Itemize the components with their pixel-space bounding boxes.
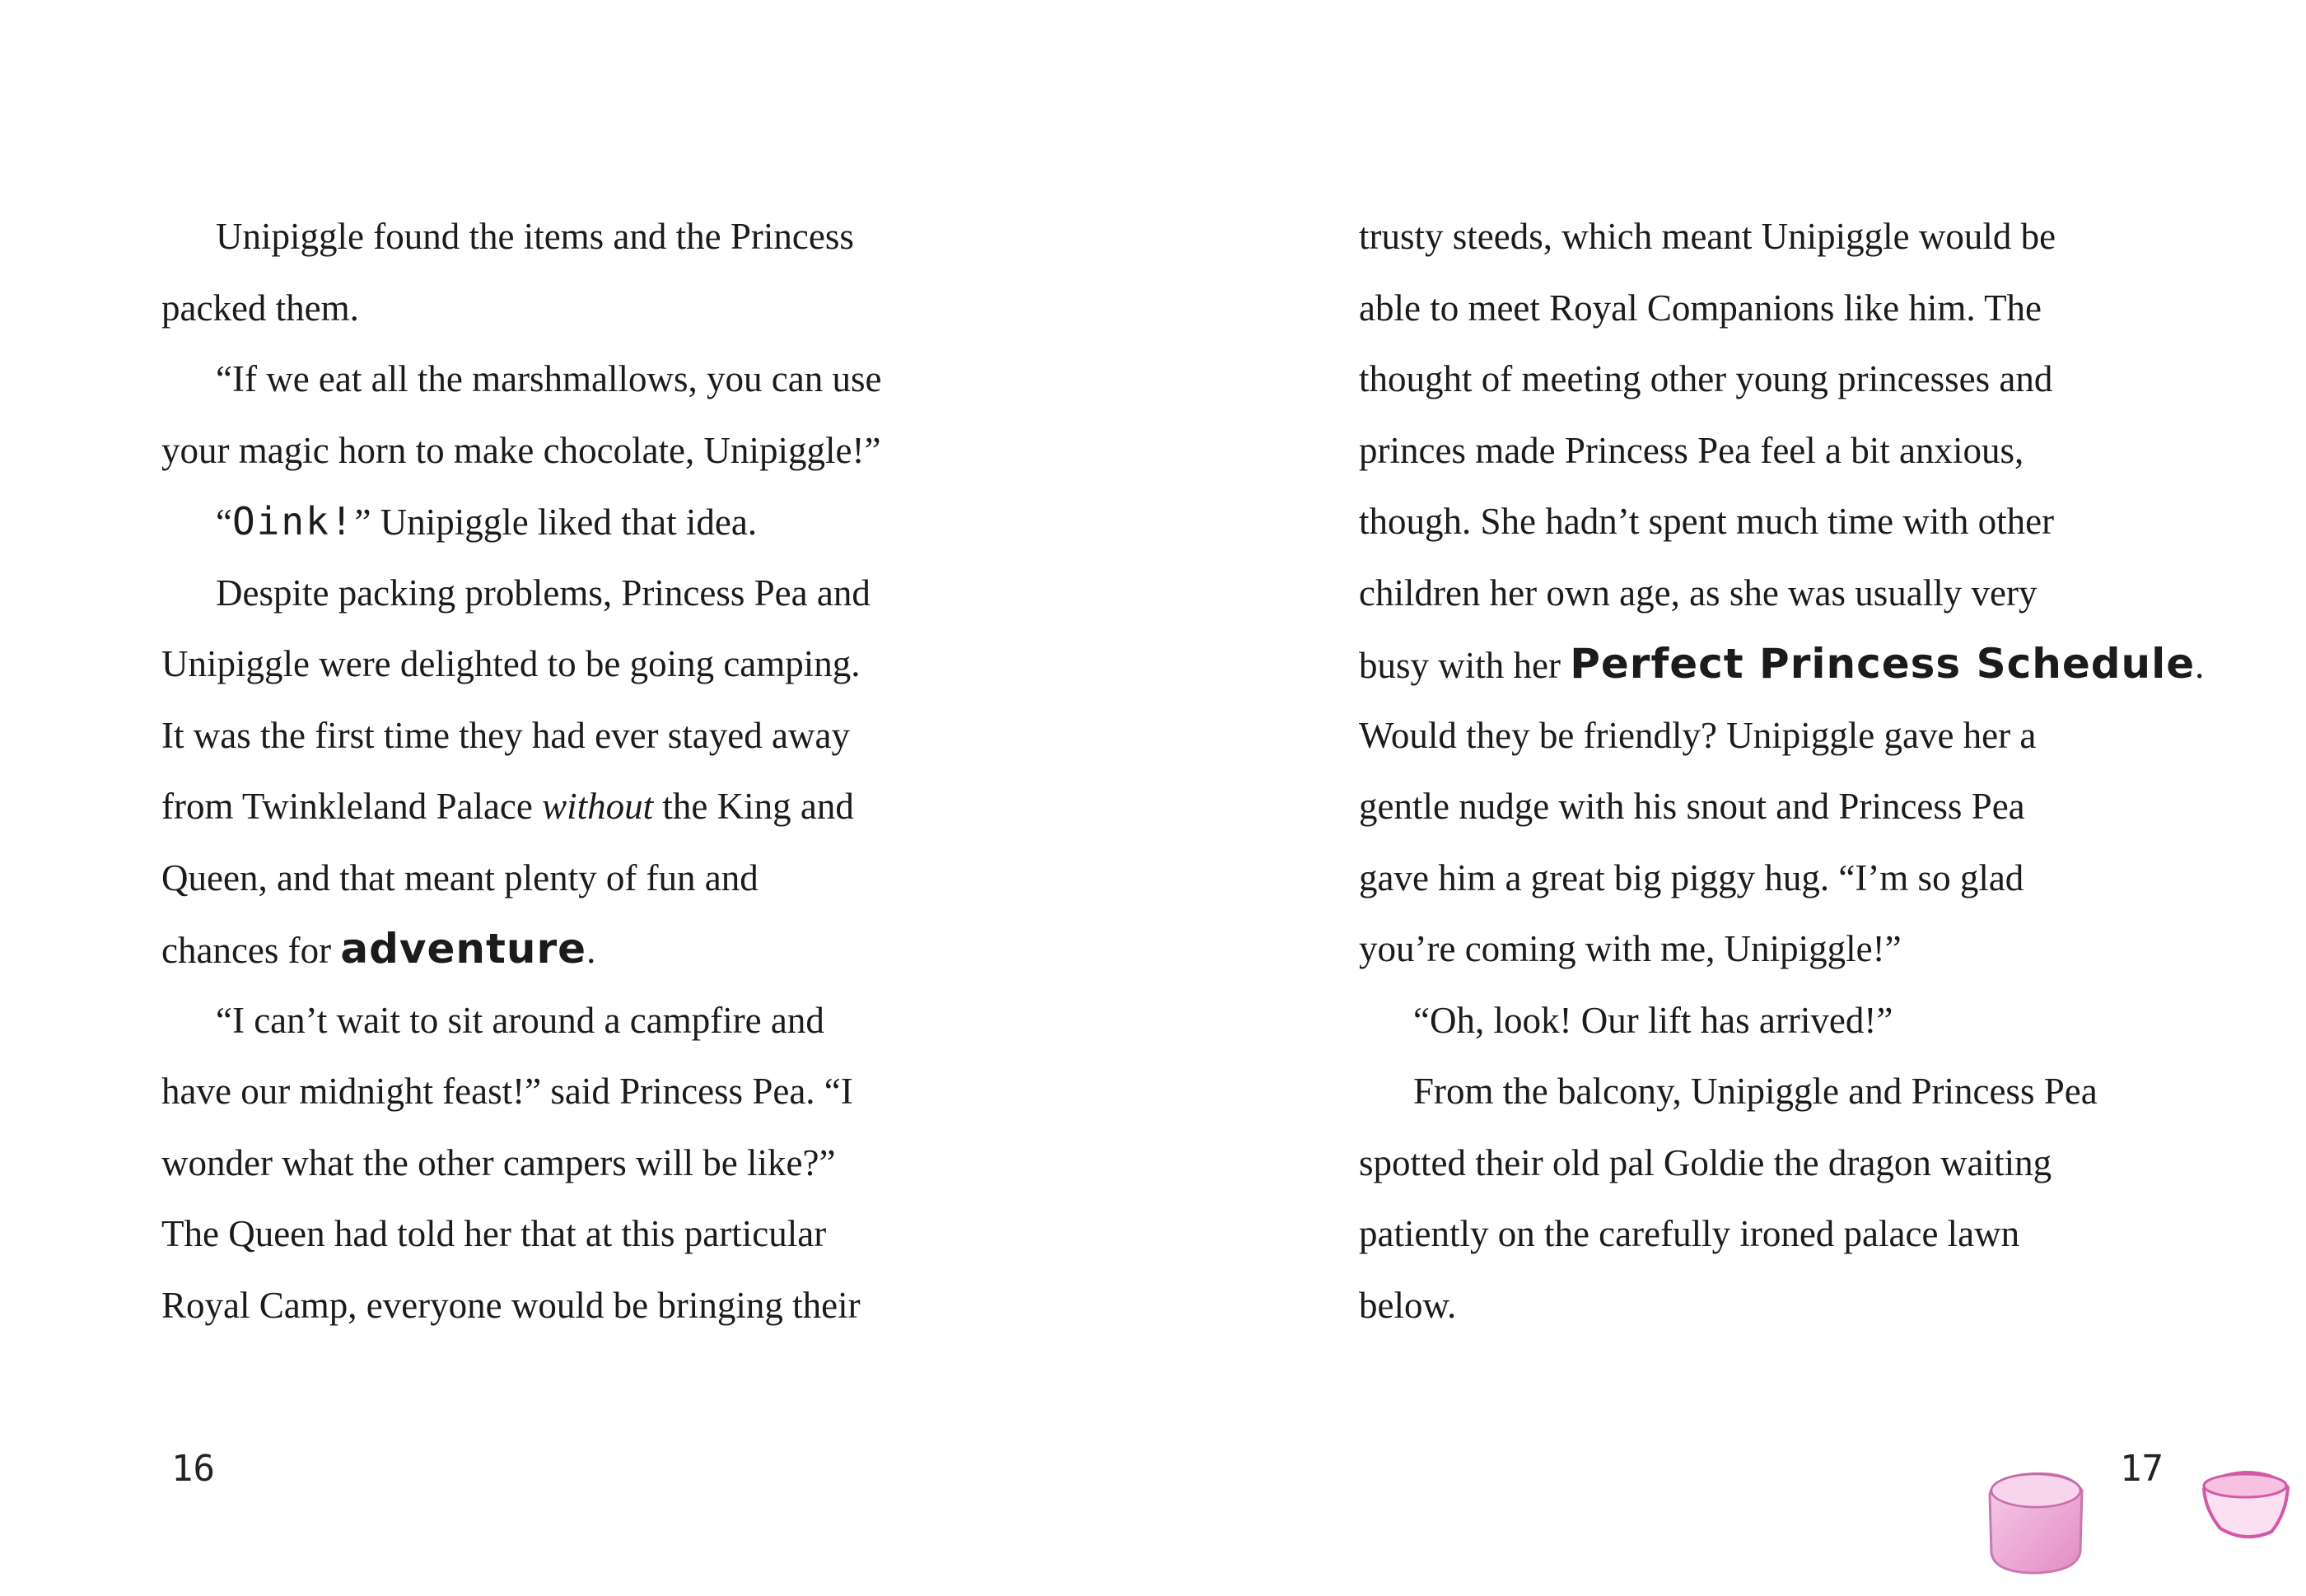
text-line bbox=[1359, 771, 2182, 842]
text-run: your magic horn to make chocolate, Unipiggle!” bbox=[161, 429, 881, 471]
emphasis-word: Perfect Princess Schedule bbox=[1570, 640, 2196, 688]
text-line bbox=[161, 771, 985, 842]
text-run: packed them. bbox=[161, 287, 359, 329]
text-line bbox=[1359, 273, 2182, 344]
text-run: “Oh, look! Our lift has arrived!” bbox=[1413, 999, 1893, 1041]
text-run: “I can’t wait to sit around a campfire and bbox=[216, 999, 824, 1041]
text-run: trusty steeds, which meant Unipiggle would be bbox=[1359, 216, 2056, 257]
text-run: gentle nudge with his snout and Princess Pea bbox=[1359, 786, 2025, 827]
text-line bbox=[1359, 1127, 2182, 1199]
text-run: From the balcony, Unipiggle and Princess Pea bbox=[1413, 1071, 2098, 1112]
text-line bbox=[161, 1270, 985, 1342]
text-run: . bbox=[2195, 645, 2205, 686]
text-run: below. bbox=[1359, 1284, 1457, 1326]
text-line bbox=[1359, 1198, 2182, 1270]
text-line bbox=[161, 1198, 985, 1270]
text-run: wonder what the other campers will be like?” bbox=[161, 1141, 836, 1183]
text-run: Unipiggle found the items and the Princess bbox=[216, 216, 854, 257]
text-run: patiently on the carefully ironed palace lawn bbox=[1359, 1213, 2020, 1254]
text-line bbox=[161, 486, 985, 558]
text-run: ” Unipiggle liked that idea. bbox=[354, 502, 758, 543]
text-run: Would they be friendly? Unipiggle gave her a bbox=[1359, 714, 2037, 756]
text-line bbox=[1359, 913, 2182, 985]
text-line bbox=[1359, 343, 2182, 415]
text-line bbox=[1359, 558, 2182, 629]
text-line bbox=[161, 842, 985, 914]
text-line bbox=[1359, 1270, 2182, 1342]
marshmallow-icon bbox=[1978, 1463, 2094, 1578]
text-line bbox=[1359, 985, 2182, 1057]
text-line bbox=[1359, 628, 2205, 700]
text-line bbox=[161, 700, 985, 772]
text-line bbox=[161, 1127, 985, 1199]
text-run: Despite packing problems, Princess Pea and bbox=[216, 572, 871, 614]
text-run: spotted their old pal Goldie the dragon waiting bbox=[1359, 1141, 2052, 1183]
text-line bbox=[161, 558, 985, 629]
text-run: Unipiggle were delighted to be going camping. bbox=[161, 643, 861, 684]
right-page bbox=[1153, 0, 2306, 1596]
text-run: “If we eat all the marshmallows, you can use bbox=[216, 358, 882, 399]
text-line bbox=[161, 415, 985, 487]
text-line bbox=[161, 343, 985, 415]
text-run: Queen, and that meant plenty of fun and bbox=[161, 856, 759, 898]
text-line bbox=[161, 201, 985, 273]
text-run: “ bbox=[216, 502, 232, 543]
text-run: gave him a great big piggy hug. “I’m so glad bbox=[1359, 856, 2024, 898]
text-line bbox=[161, 273, 985, 344]
text-run: able to meet Royal Companions like him. The bbox=[1359, 287, 2042, 329]
page-number-left: 16 bbox=[171, 1448, 215, 1490]
page-number-right: 17 bbox=[2120, 1448, 2164, 1490]
text-line bbox=[161, 913, 985, 985]
text-line bbox=[161, 628, 985, 700]
text-line bbox=[1359, 415, 2182, 487]
marshmallow-icon bbox=[2196, 1461, 2294, 1550]
text-run: busy with her bbox=[1359, 645, 1571, 686]
text-run: The Queen had told her that at this particular bbox=[161, 1213, 827, 1254]
text-run: have our midnight feast!” said Princess Pea. “I bbox=[161, 1071, 853, 1112]
text-run: . bbox=[586, 930, 596, 971]
right-page-text bbox=[1359, 201, 2205, 1341]
text-run: thought of meeting other young princesses and bbox=[1359, 358, 2053, 399]
text-line bbox=[1359, 1056, 2182, 1127]
text-run: from Twinkleland Palace bbox=[161, 786, 543, 827]
italic-text: without bbox=[542, 786, 654, 827]
text-line bbox=[1359, 842, 2182, 914]
text-run: you’re coming with me, Unipiggle!” bbox=[1359, 928, 1902, 969]
text-run: princes made Princess Pea feel a bit anxious, bbox=[1359, 429, 2024, 471]
emphasis-word: adventure bbox=[340, 925, 587, 973]
text-line bbox=[1359, 700, 2182, 772]
text-run: chances for bbox=[161, 930, 341, 971]
text-run: Royal Camp, everyone would be bringing their bbox=[161, 1284, 861, 1326]
text-line bbox=[161, 1056, 985, 1127]
text-line bbox=[1359, 486, 2182, 558]
text-run: children her own age, as she was usually very bbox=[1359, 572, 2038, 614]
left-page-text bbox=[161, 201, 985, 1341]
text-line bbox=[1359, 201, 2182, 273]
sound-word: Oink! bbox=[231, 499, 355, 544]
text-run: the King and bbox=[653, 786, 854, 827]
text-run: though. She hadn’t spent much time with other bbox=[1359, 501, 2055, 542]
text-run: It was the first time they had ever stayed away bbox=[161, 714, 850, 756]
text-line bbox=[161, 985, 985, 1057]
